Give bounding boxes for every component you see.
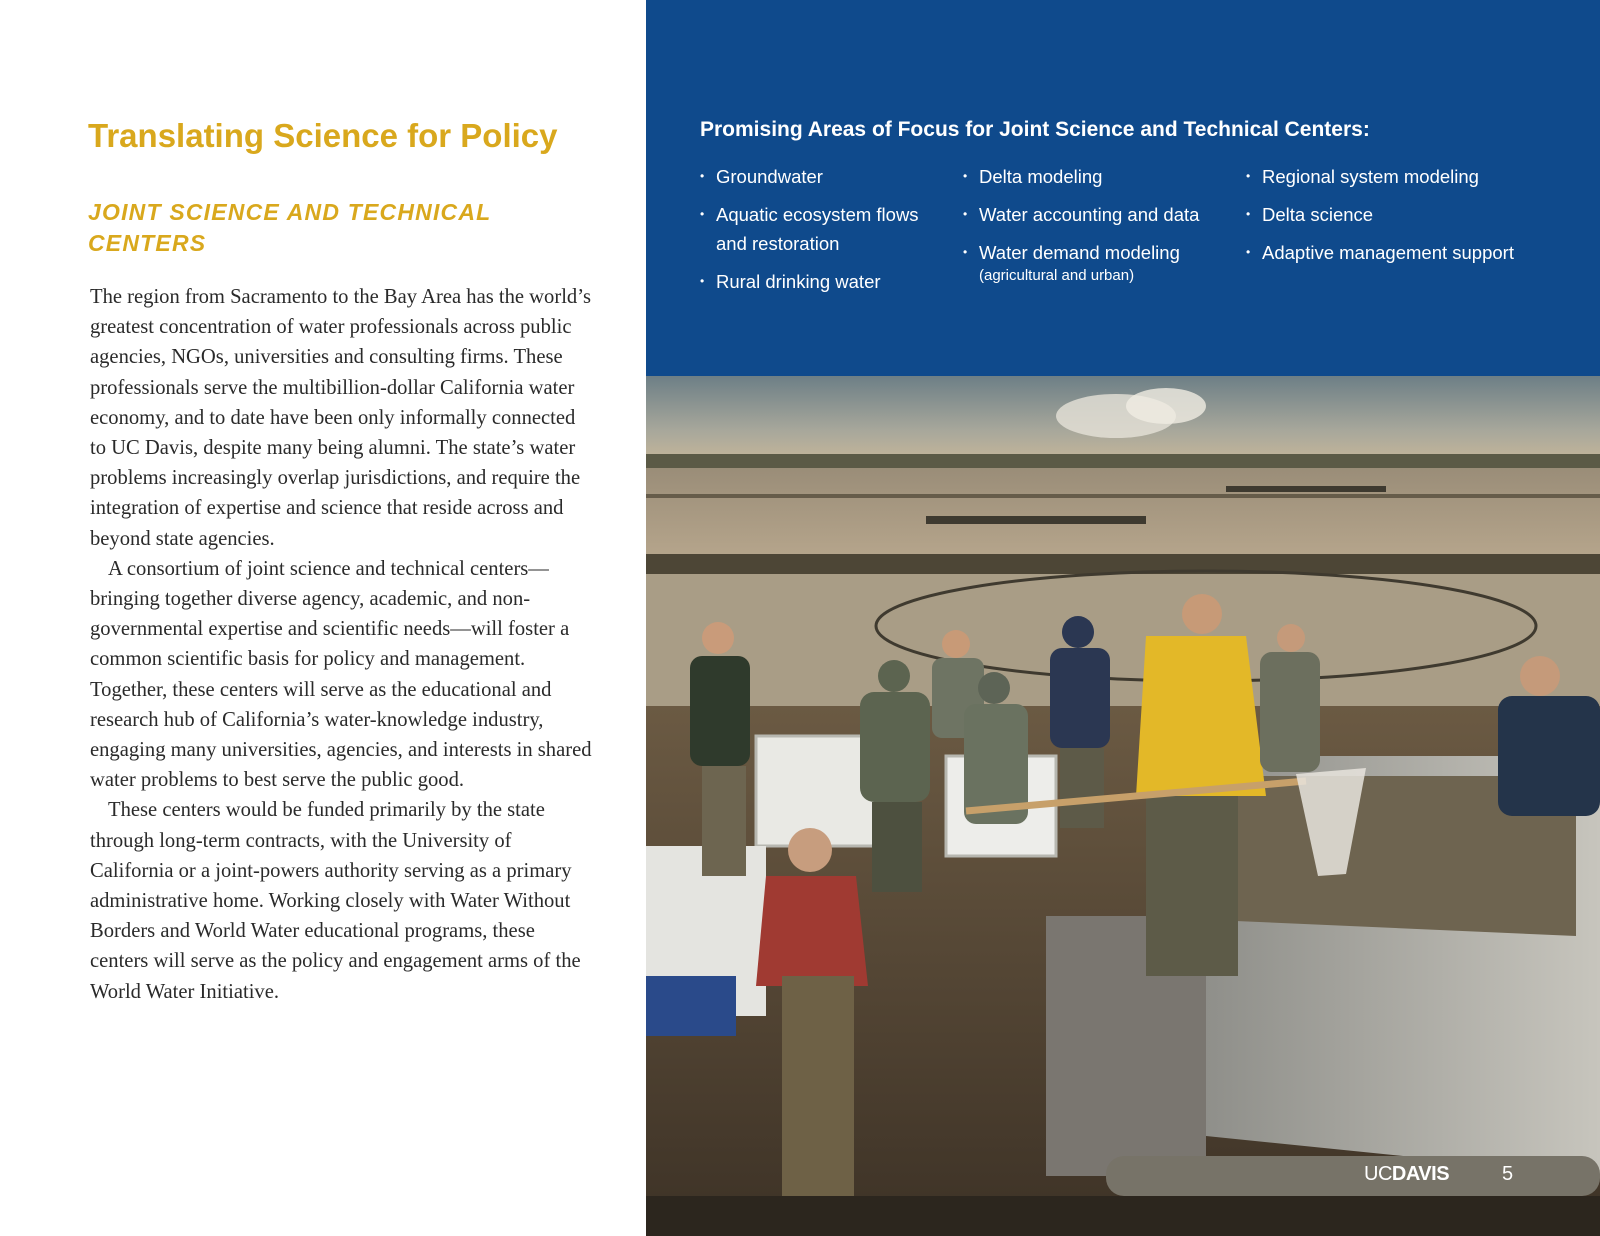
field-research-photo [646,376,1600,1236]
focus-item-note: (agricultural and urban) [979,267,1135,284]
focus-heading: Promising Areas of Focus for Joint Science and Technical Centers: [700,118,1370,141]
right-page [646,0,1600,1236]
focus-item: • Regional system modeling [1244,162,1544,191]
uc-davis-logo: UCDAVIS [1364,1163,1450,1185]
focus-item: • Aquatic ecosystem flows and restoration [698,200,948,258]
photo-illustration [646,376,1600,1236]
section-subtitle: JOINT SCIENCE AND TECHNICAL CENTERS [88,199,491,256]
paragraph-2: A consortium of joint science and technical centers—bringing together diverse agency, academic, and non-governmental expertise and scientific needs—will foster a common scientific basis for policy and management. Together, these centers will serve as the educational and research hub of California’s water-knowledge industry, engaging many universities, agencies, and interests in shared water problems to best serve the public good. [90,557,592,792]
paragraph-3: These centers would be funded primarily by the state through long-term contracts, with the University of California or a joint-powers authority serving as a primary administrative home. Working closely with Water Without Borders and World Water educational programs, these centers will serve as the policy and engagement arms of the World Water Initiative. [90,799,581,1003]
page-title: Translating Science for Policy [88,117,558,154]
focus-item: • Groundwater [698,162,948,191]
page-number: 5 [1502,1163,1514,1185]
paragraph-1: The region from Sacramento to the Bay Area has the world’s greatest concentration of water professionals across public agencies, NGOs, universities and consulting firms. These professionals serve the multibillion-dollar California water economy, and to date have been only informally connected to UC Davis, despite many being alumni. The state’s water problems increasingly overlap jurisdictions, and require the integration of expertise and science that reside across and beyond state agencies. [90,286,591,550]
focus-item [961,238,1231,285]
left-page [0,0,646,1236]
focus-item-label: Water demand modeling [979,242,1180,263]
focus-item: • Delta modeling [961,162,1231,191]
focus-item: • Adaptive management support [1244,238,1544,267]
focus-list-column-2 [961,162,1231,294]
focus-list-column-3 [1244,162,1544,276]
focus-item: • Rural drinking water [698,267,948,296]
focus-panel [646,0,1600,376]
focus-item: • Water accounting and data [961,200,1231,229]
focus-list-column-1 [698,162,948,305]
body-text [90,282,595,1007]
focus-item: • Delta science [1244,200,1544,229]
